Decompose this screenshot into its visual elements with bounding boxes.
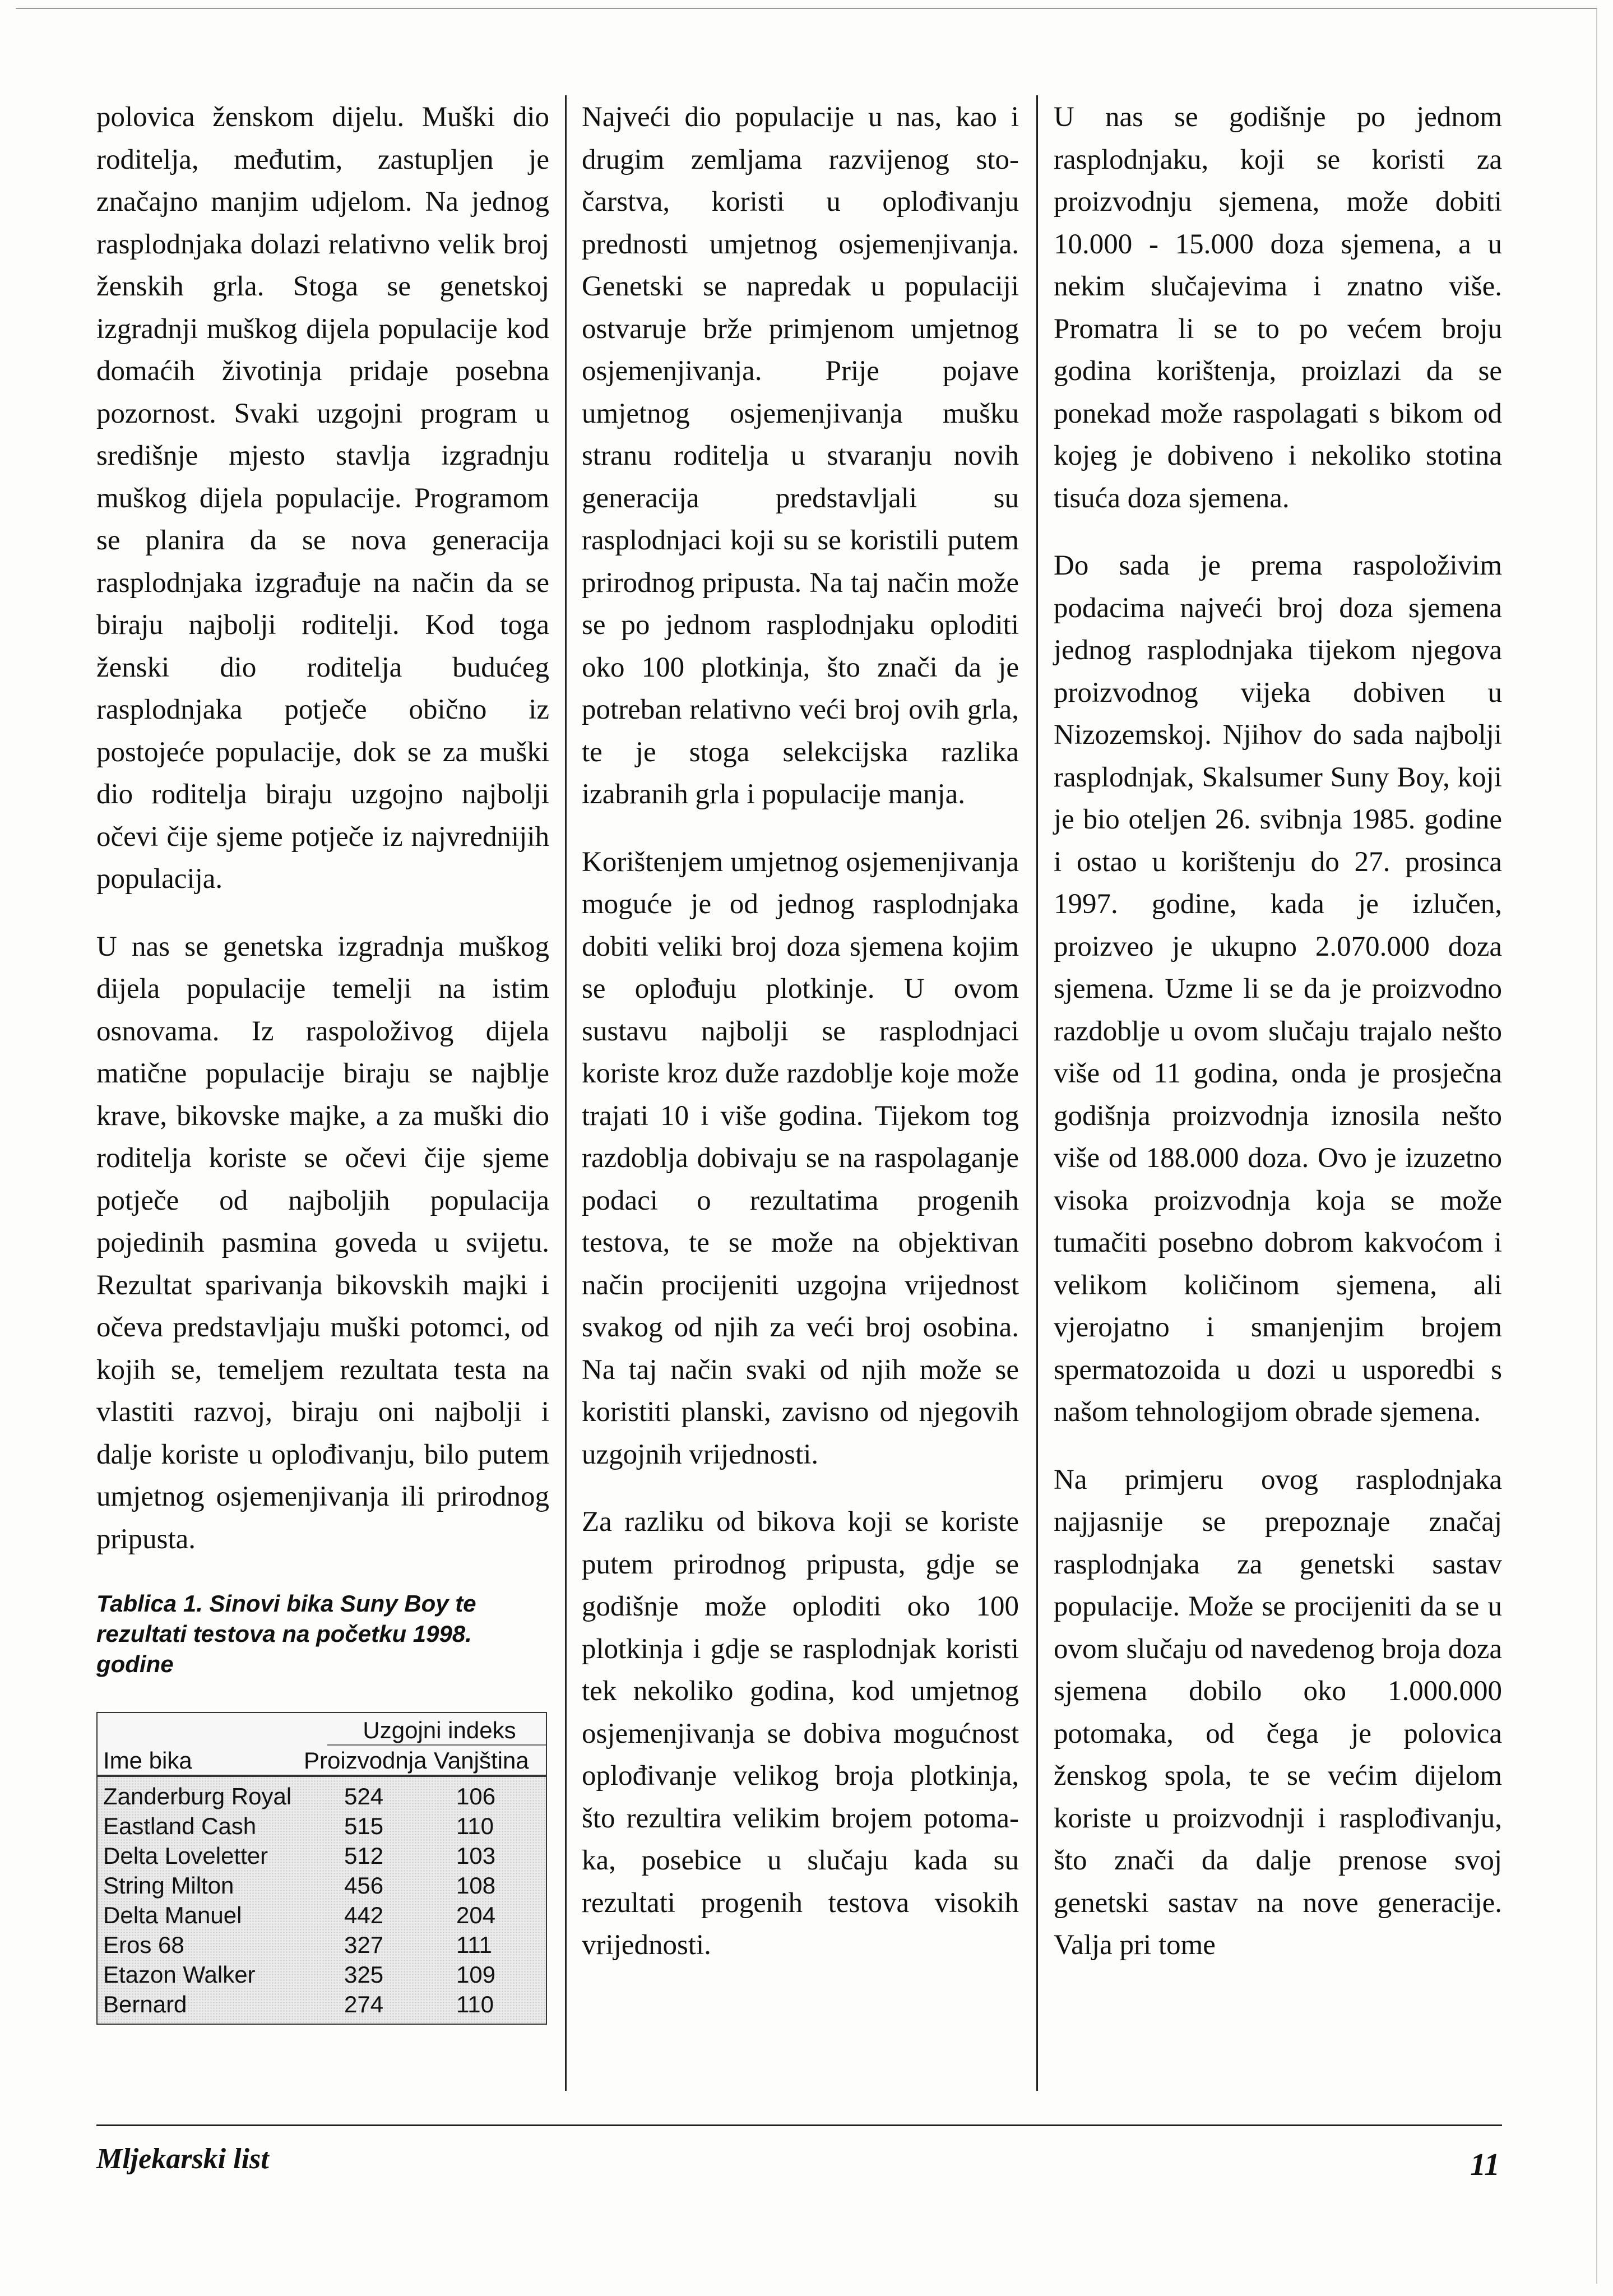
column-divider <box>565 95 567 2091</box>
data-table <box>96 1712 547 2025</box>
footer-rule <box>96 2124 1502 2126</box>
journal-title: Mljekarski list <box>96 2143 269 2175</box>
table-row <box>98 1960 546 1989</box>
text-column-2 <box>582 96 1019 1992</box>
table-row <box>98 1900 546 1930</box>
cell-name: Delta Loveletter <box>103 1843 268 1869</box>
page-number: 11 <box>1470 2147 1500 2182</box>
paragraph: U nas se godišnje po jednom rasplodnjaku, koji se koristi za proizvodnju sjemena, može dobiti 10.000 - 15.000 doza sjemena, a u nekim slučajevima i znatno više. Promatra li se to po većem broju godina korištenja, proizlazi da se ponekad može raspolagati s bikom od kojeg je dobiveno i nekoliko stotina tisuća doza sjemena. <box>1054 101 1502 514</box>
paragraph: U nas se genetska izgradnja muškog dijela populacije temelji na istim osnovama. Iz raspoloživog dijela matične populacije biraju se najblje krave, bikovske majke, a za muški dio roditelja koriste se očevi čije sjeme potječe od najboljih populacija pojedinih pasmina goveda u svijetu. Rezultat sparivanja bikovskih majki i očeva predstavljaju muški potomci, od kojih se, temeljem rezultata testa na vlastiti razvoj, biraju oni najbolji i dalje koriste u oplođivanju, bilo putem umjetnog osjemenjivanja ili prirodnog pripusta. <box>96 931 549 1555</box>
paragraph: Na primjeru ovog rasplodnjaka najjasnije se prepoznaje značaj rasplodnjaka za genetski sastav populacije. Može se procijeniti da se u ovom slučaju od navedenog broja doza sjemena dobilo oko 1.000.000 potomaka, od čega je polovica ženskog spola, te se većim dijelom koriste u proizvodnji i rasplođivanju, što znači da dalje prenose svoj genetski sastav na nove generacije. Valja pri tome <box>1054 1464 1502 1961</box>
cell-conformation: 106 <box>456 1783 496 1809</box>
table-row <box>98 1989 546 2019</box>
cell-production: 274 <box>344 1991 384 2017</box>
table-caption: Tablica 1. Sinovi bika Suny Boy te rezultati testova na početku 1998. godine <box>96 1590 476 1677</box>
cell-production: 524 <box>344 1783 384 1809</box>
column-divider <box>1036 95 1038 2091</box>
cell-production: 512 <box>344 1843 384 1869</box>
paragraph: polovica ženskom dijelu. Muški dio roditelja, međutim, zastupljen je značajno manjim udjelom. Na jednog rasplodnjaka dolazi relativno velik broj ženskih grla. Stoga se genetskoj izgradnji muškog dijela populacije kod domaćih životinja pridaje posebna pozornost. Svaki uzgojni program u središnje mjesto stavlja izgradnju muškog dijela populacije. Programom se planira da se nova generacija rasplodnjaka izgrađuje na način da se biraju najbolji roditelji. Kod toga ženski dio roditelja budućeg rasplodnjaka potječe obično iz postojeće populacije, dok se za muški dio roditelja biraju uzgojno najbolji očevi čije sjeme potječe iz najvrednijih populacija. <box>96 101 549 895</box>
cell-production: 442 <box>344 1902 384 1928</box>
paragraph: Najveći dio populacije u nas, kao i drugim zemljama razvijenog stočarstva, koristi u oplođivanju prednosti umjetnog osjemenjivanja. Genetski se napredak u populaciji ostvaruje brže primjenom umjetnog osjemenjivanja. Prije pojave umjetnog osjemenjivanja mušku stranu roditelja u stvaranju novih generacija predstavljali su rasplodnjaci koji su se koristili putem prirodnog pripusta. Na taj način može se po jednom rasplodnjaku oploditi oko 100 plotkinja, što znači da je potreban relativno veći broj ovih grla, te je stoga selekcijska razlika izabranih grla i populacije manja. <box>582 101 1019 810</box>
paragraph: Do sada je prema raspoloživim podacima najveći broj doza sjemena jednog rasplodnjaka tijekom njegova proizvodnog vijeka dobiven u Nizozemskoj. Njihov do sada najbolji rasplodnjak, Skalsumer Suny Boy, koji je bio oteljen 26. svibnja 1985. godine i ostao u korištenju do 27. prosinca 1997. godine, kada je izlučen, proizveo je ukupno 2.070.000 doza sjemena. Uzme li se da je proizvodno razdoblje u ovom slučaju trajalo nešto više od 11 godina, onda je prosječna godišnja proizvodnja iznosila nešto više od 188.000 doza. Ovo je izuzetno visoka proizvodnja koja se može tumačiti posebno dobrom kakvoćom i velikom količinom sjemena, ali vjerojatno i smanjenjim brojem spermatozoida u dozi u usporedbi s našom tehnologijom obrade sjemena. <box>1054 550 1502 1428</box>
cell-conformation: 103 <box>456 1843 496 1869</box>
table-header <box>98 1713 546 1777</box>
column-header-production: Proizvodnja <box>304 1747 427 1774</box>
table-row <box>98 1930 546 1960</box>
cell-production: 456 <box>344 1872 384 1899</box>
cell-name: Bernard <box>103 1991 187 2017</box>
table-body <box>98 1777 546 2024</box>
cell-conformation: 111 <box>456 1932 492 1958</box>
text-column-3 <box>1054 96 1502 1992</box>
table-row <box>98 1781 546 1811</box>
cell-conformation: 109 <box>456 1961 496 1988</box>
paragraph: Korištenjem umjetnog osjemenjivanja moguće je od jednog rasplodnjaka dobiti veliki broj doza sjemena kojim se oplođuju plotkinje. U ovom sustavu najbolji se rasplodnjaci koriste kroz duže razdoblje koje može trajati 10 i više godina. Tijekom tog razdoblja dobivaju se na raspolaganje podaci o rezultatima progenih testova, te se može na objektivan način procijeniti uzgojna vrijednost svakog od njih za veći broj osobina. Na taj način svaki od njih može se koristiti planski, zavisno od njegovih uzgojnih vrijednosti. <box>582 846 1019 1470</box>
column-header-name: Ime bika <box>103 1747 192 1774</box>
cell-conformation: 110 <box>456 1991 494 2017</box>
cell-name: Zanderburg Royal <box>103 1783 292 1809</box>
cell-name: Eros 68 <box>103 1932 184 1958</box>
table-row <box>98 1811 546 1841</box>
cell-conformation: 108 <box>456 1872 496 1899</box>
cell-production: 325 <box>344 1961 384 1988</box>
cell-name: Etazon Walker <box>103 1961 256 1988</box>
cell-name: Delta Manuel <box>103 1902 242 1928</box>
paragraph: Za razliku od bikova koji se koriste putem prirodnog pripusta, gdje se godišnje može oploditi oko 100 plotkinja i gdje se rasplodnjak koristi tek nekoliko godina, kod umjetnog osjemenjivanja se dobiva mogućnost oplođivanje velikog broja plotkinja, što rezultira velikim brojem potomaka, posebice u slučaju kada su rezultati progenih testova visokih vrijednosti. <box>582 1506 1019 1961</box>
table-group-header: Uzgojni indeks <box>363 1717 516 1743</box>
table-row <box>98 1841 546 1871</box>
cell-name: Eastland Cash <box>103 1813 257 1839</box>
text-column-1 <box>96 96 549 2025</box>
column-header-conformation: Vanjština <box>434 1747 529 1774</box>
cell-conformation: 110 <box>456 1813 494 1839</box>
cell-production: 327 <box>344 1932 384 1958</box>
table-row <box>98 1871 546 1900</box>
cell-conformation: 204 <box>456 1902 496 1928</box>
cell-production: 515 <box>344 1813 384 1839</box>
cell-name: String Milton <box>103 1872 234 1899</box>
